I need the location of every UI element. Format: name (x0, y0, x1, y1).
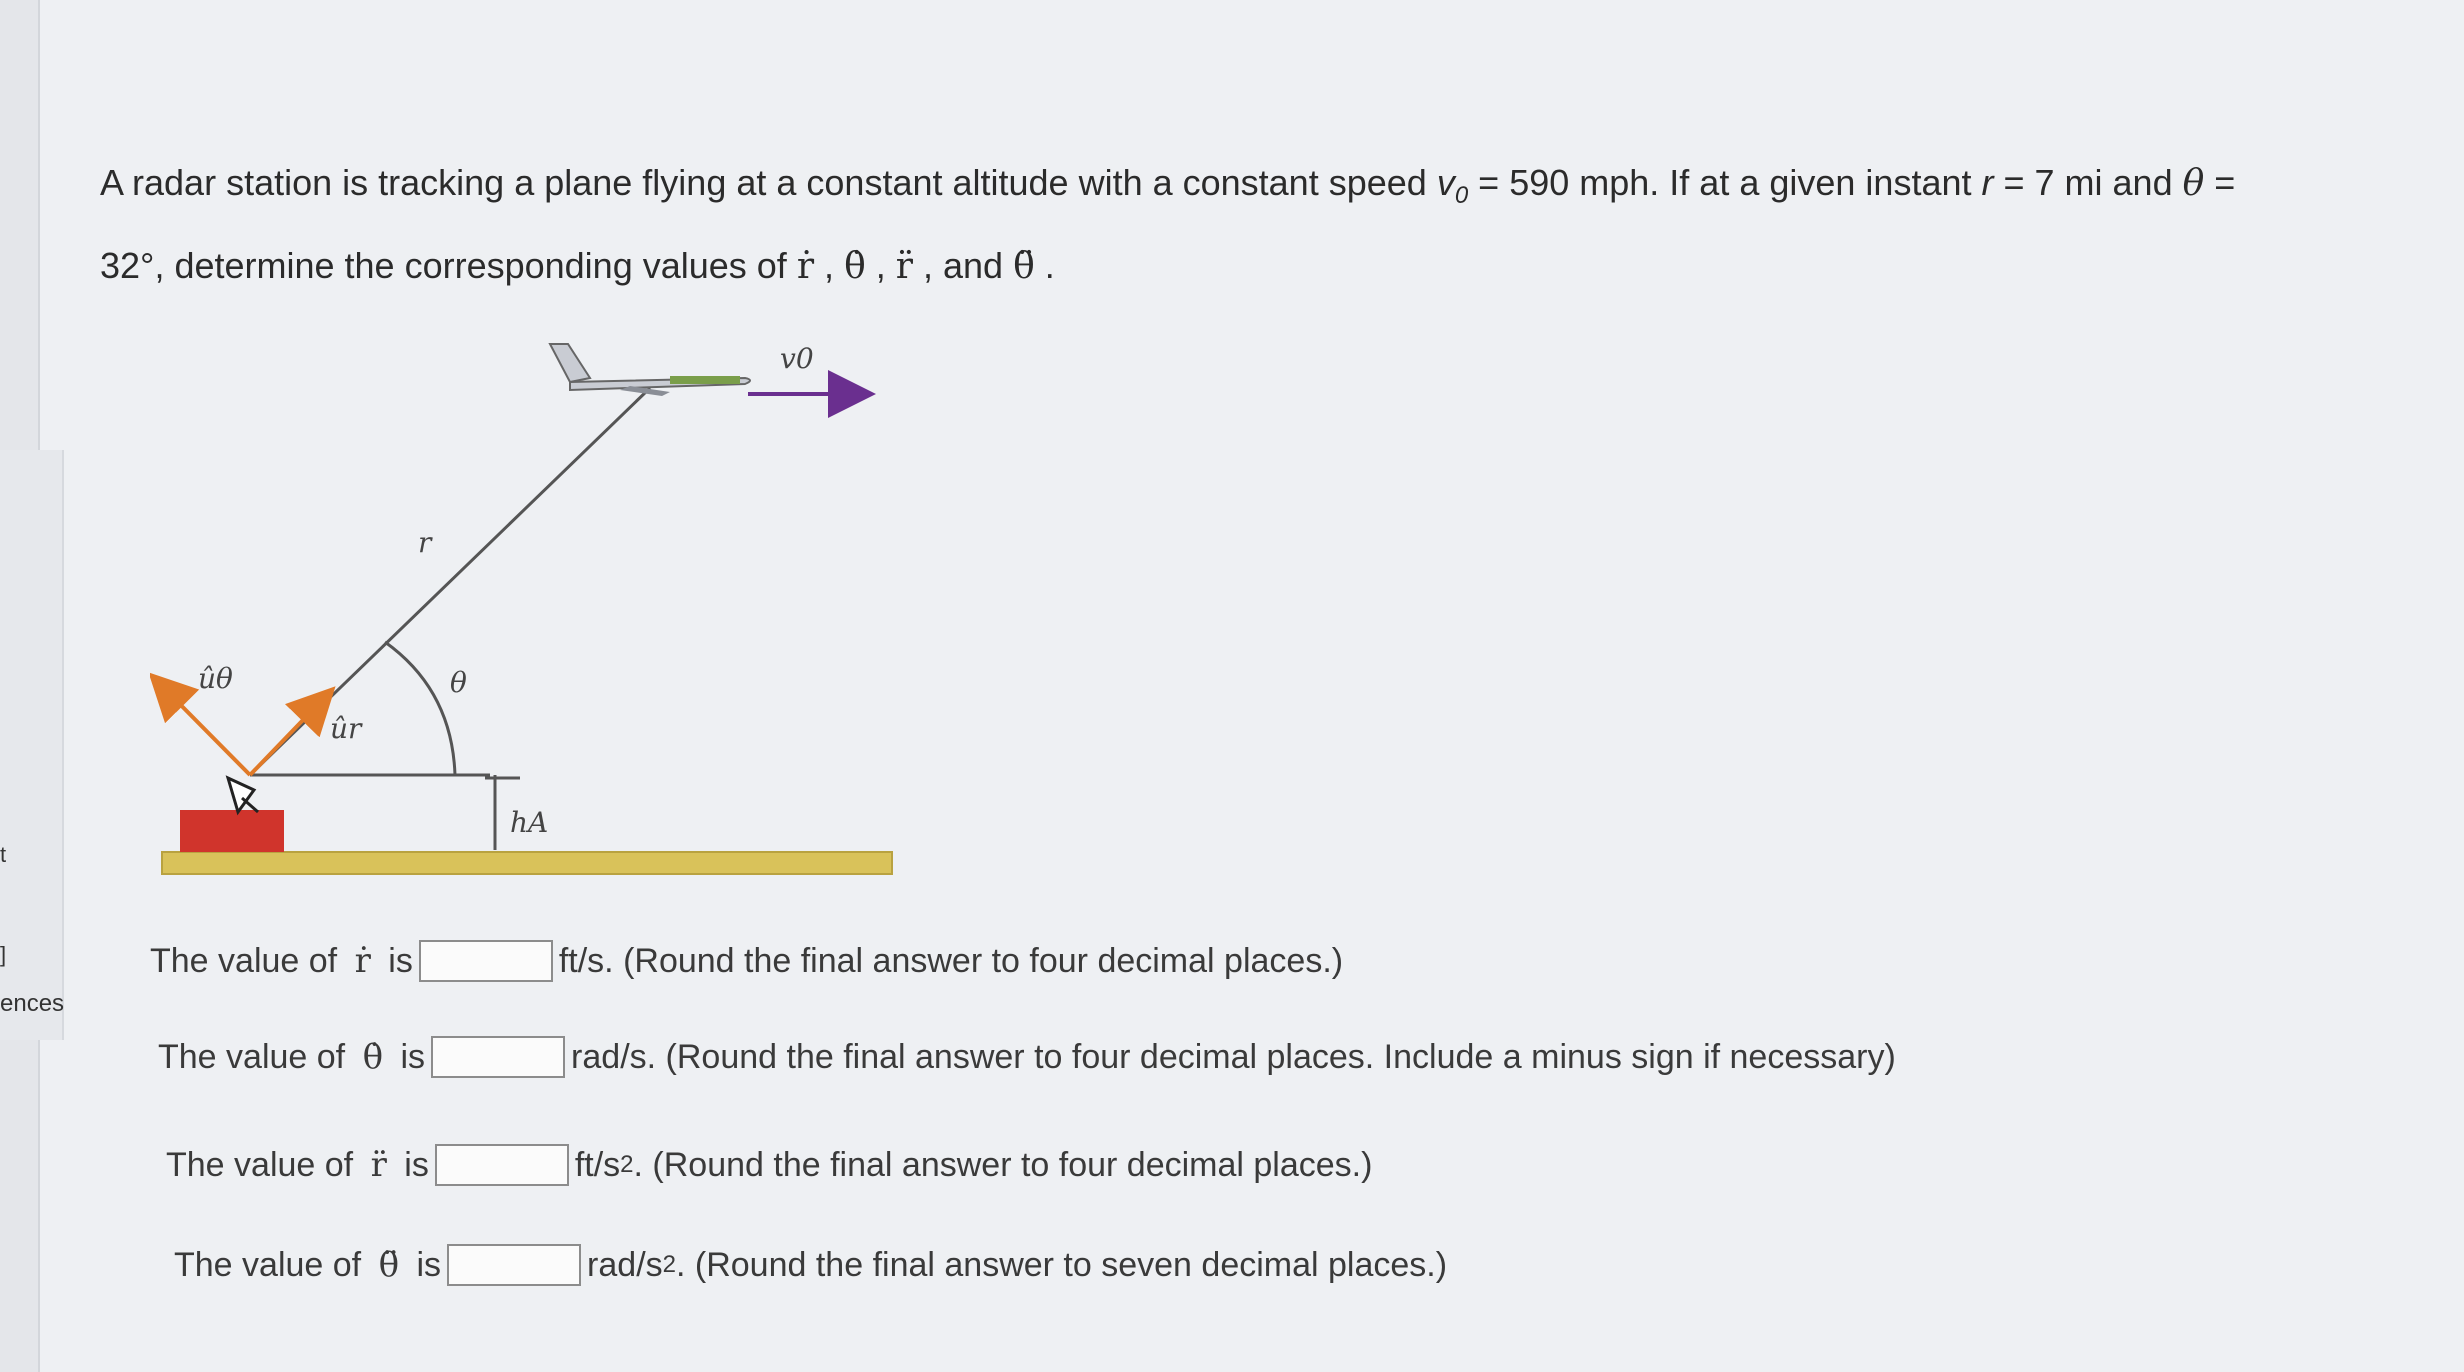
label-r: r (418, 526, 432, 559)
rddot-symbol: r̈ (895, 246, 913, 288)
rddot-answer-input[interactable] (435, 1144, 569, 1186)
answer-unit: ft/s (574, 1145, 621, 1184)
question-part: = 7 mi and (1993, 162, 2183, 203)
answer-label: The value of (158, 1037, 355, 1076)
thetadot-symbol: θ̇ (362, 1037, 384, 1077)
thetaddot-answer-input[interactable] (447, 1244, 581, 1286)
question-part: 32°, determine the corresponding values of (100, 245, 797, 287)
v0-symbol: v (1436, 162, 1455, 203)
thetaddot-symbol: θ̈ (378, 1245, 400, 1285)
answer-unit-exponent: 2 (662, 1251, 676, 1278)
rdot-symbol: ṙ (354, 941, 371, 981)
airplane-icon (550, 344, 750, 396)
rddot-symbol: r̈ (370, 1145, 387, 1185)
answer-row-rddot (166, 1144, 1372, 1186)
question-part: = 590 mph. If at a given instant (1468, 162, 1982, 203)
question-part: , (814, 245, 845, 287)
question-text (100, 148, 2430, 302)
answer-unit: rad/s (571, 1037, 647, 1076)
question-part: . (1034, 245, 1055, 287)
label-u-theta: ûθ (198, 662, 233, 695)
answer-unit-exponent: 2 (620, 1151, 634, 1178)
answer-instruction: . (Round the final answer to four decimal places. Include a minus sign if necessary) (646, 1037, 1896, 1076)
question-part: , (865, 245, 896, 287)
thetadot-answer-input[interactable] (431, 1036, 565, 1078)
answer-label: The value of (150, 941, 347, 980)
thetaddot-symbol: θ̈ (1013, 246, 1035, 288)
sidebar-mark: t (0, 842, 7, 867)
answer-row-thetaddot (174, 1244, 1447, 1286)
label-theta: θ (450, 666, 467, 699)
answer-label: The value of (174, 1245, 371, 1284)
question-part: A radar station is tracking a plane flying at a constant altitude with a constant speed (100, 162, 1437, 203)
question-part: = (2204, 162, 2236, 203)
u-r-arrow (250, 692, 330, 775)
answer-row-rdot (150, 940, 1343, 982)
label-v0: v0 (780, 342, 814, 375)
sidebar-mark: ] (0, 942, 7, 967)
answer-instruction: . (Round the final answer to four decimal places.) (604, 941, 1344, 980)
ground (162, 852, 892, 874)
label-hA: hA (510, 806, 549, 839)
r-line (250, 388, 650, 775)
left-side-panel (0, 450, 64, 1040)
answer-instruction: . (Round the final answer to four decimal places.) (633, 1145, 1373, 1184)
r-symbol: r (1981, 162, 1994, 203)
radar-plane-diagram (150, 320, 910, 890)
theta-symbol: θ (2182, 163, 2205, 204)
answer-unit: rad/s (587, 1245, 663, 1284)
answer-label: is (394, 1145, 429, 1184)
answer-label: is (407, 1245, 442, 1284)
answer-row-thetadot (158, 1036, 1896, 1078)
answer-unit: ft/s (558, 941, 605, 980)
rdot-answer-input[interactable] (419, 940, 553, 982)
sidebar-references-link[interactable]: ences (0, 990, 65, 1017)
label-u-r: ûr (330, 712, 362, 745)
answer-label: is (391, 1037, 426, 1076)
answer-label: The value of (166, 1145, 363, 1184)
rdot-symbol: ṙ (796, 246, 815, 288)
radar-dish-icon (228, 778, 258, 812)
question-part: , and (912, 245, 1014, 287)
radar-station (180, 810, 284, 852)
v0-subscript: 0 (1454, 182, 1469, 210)
theta-arc (385, 642, 455, 775)
thetadot-symbol: θ̇ (844, 246, 866, 288)
answer-instruction: . (Round the final answer to seven decimal places.) (676, 1245, 1448, 1284)
answer-label: is (378, 941, 413, 980)
